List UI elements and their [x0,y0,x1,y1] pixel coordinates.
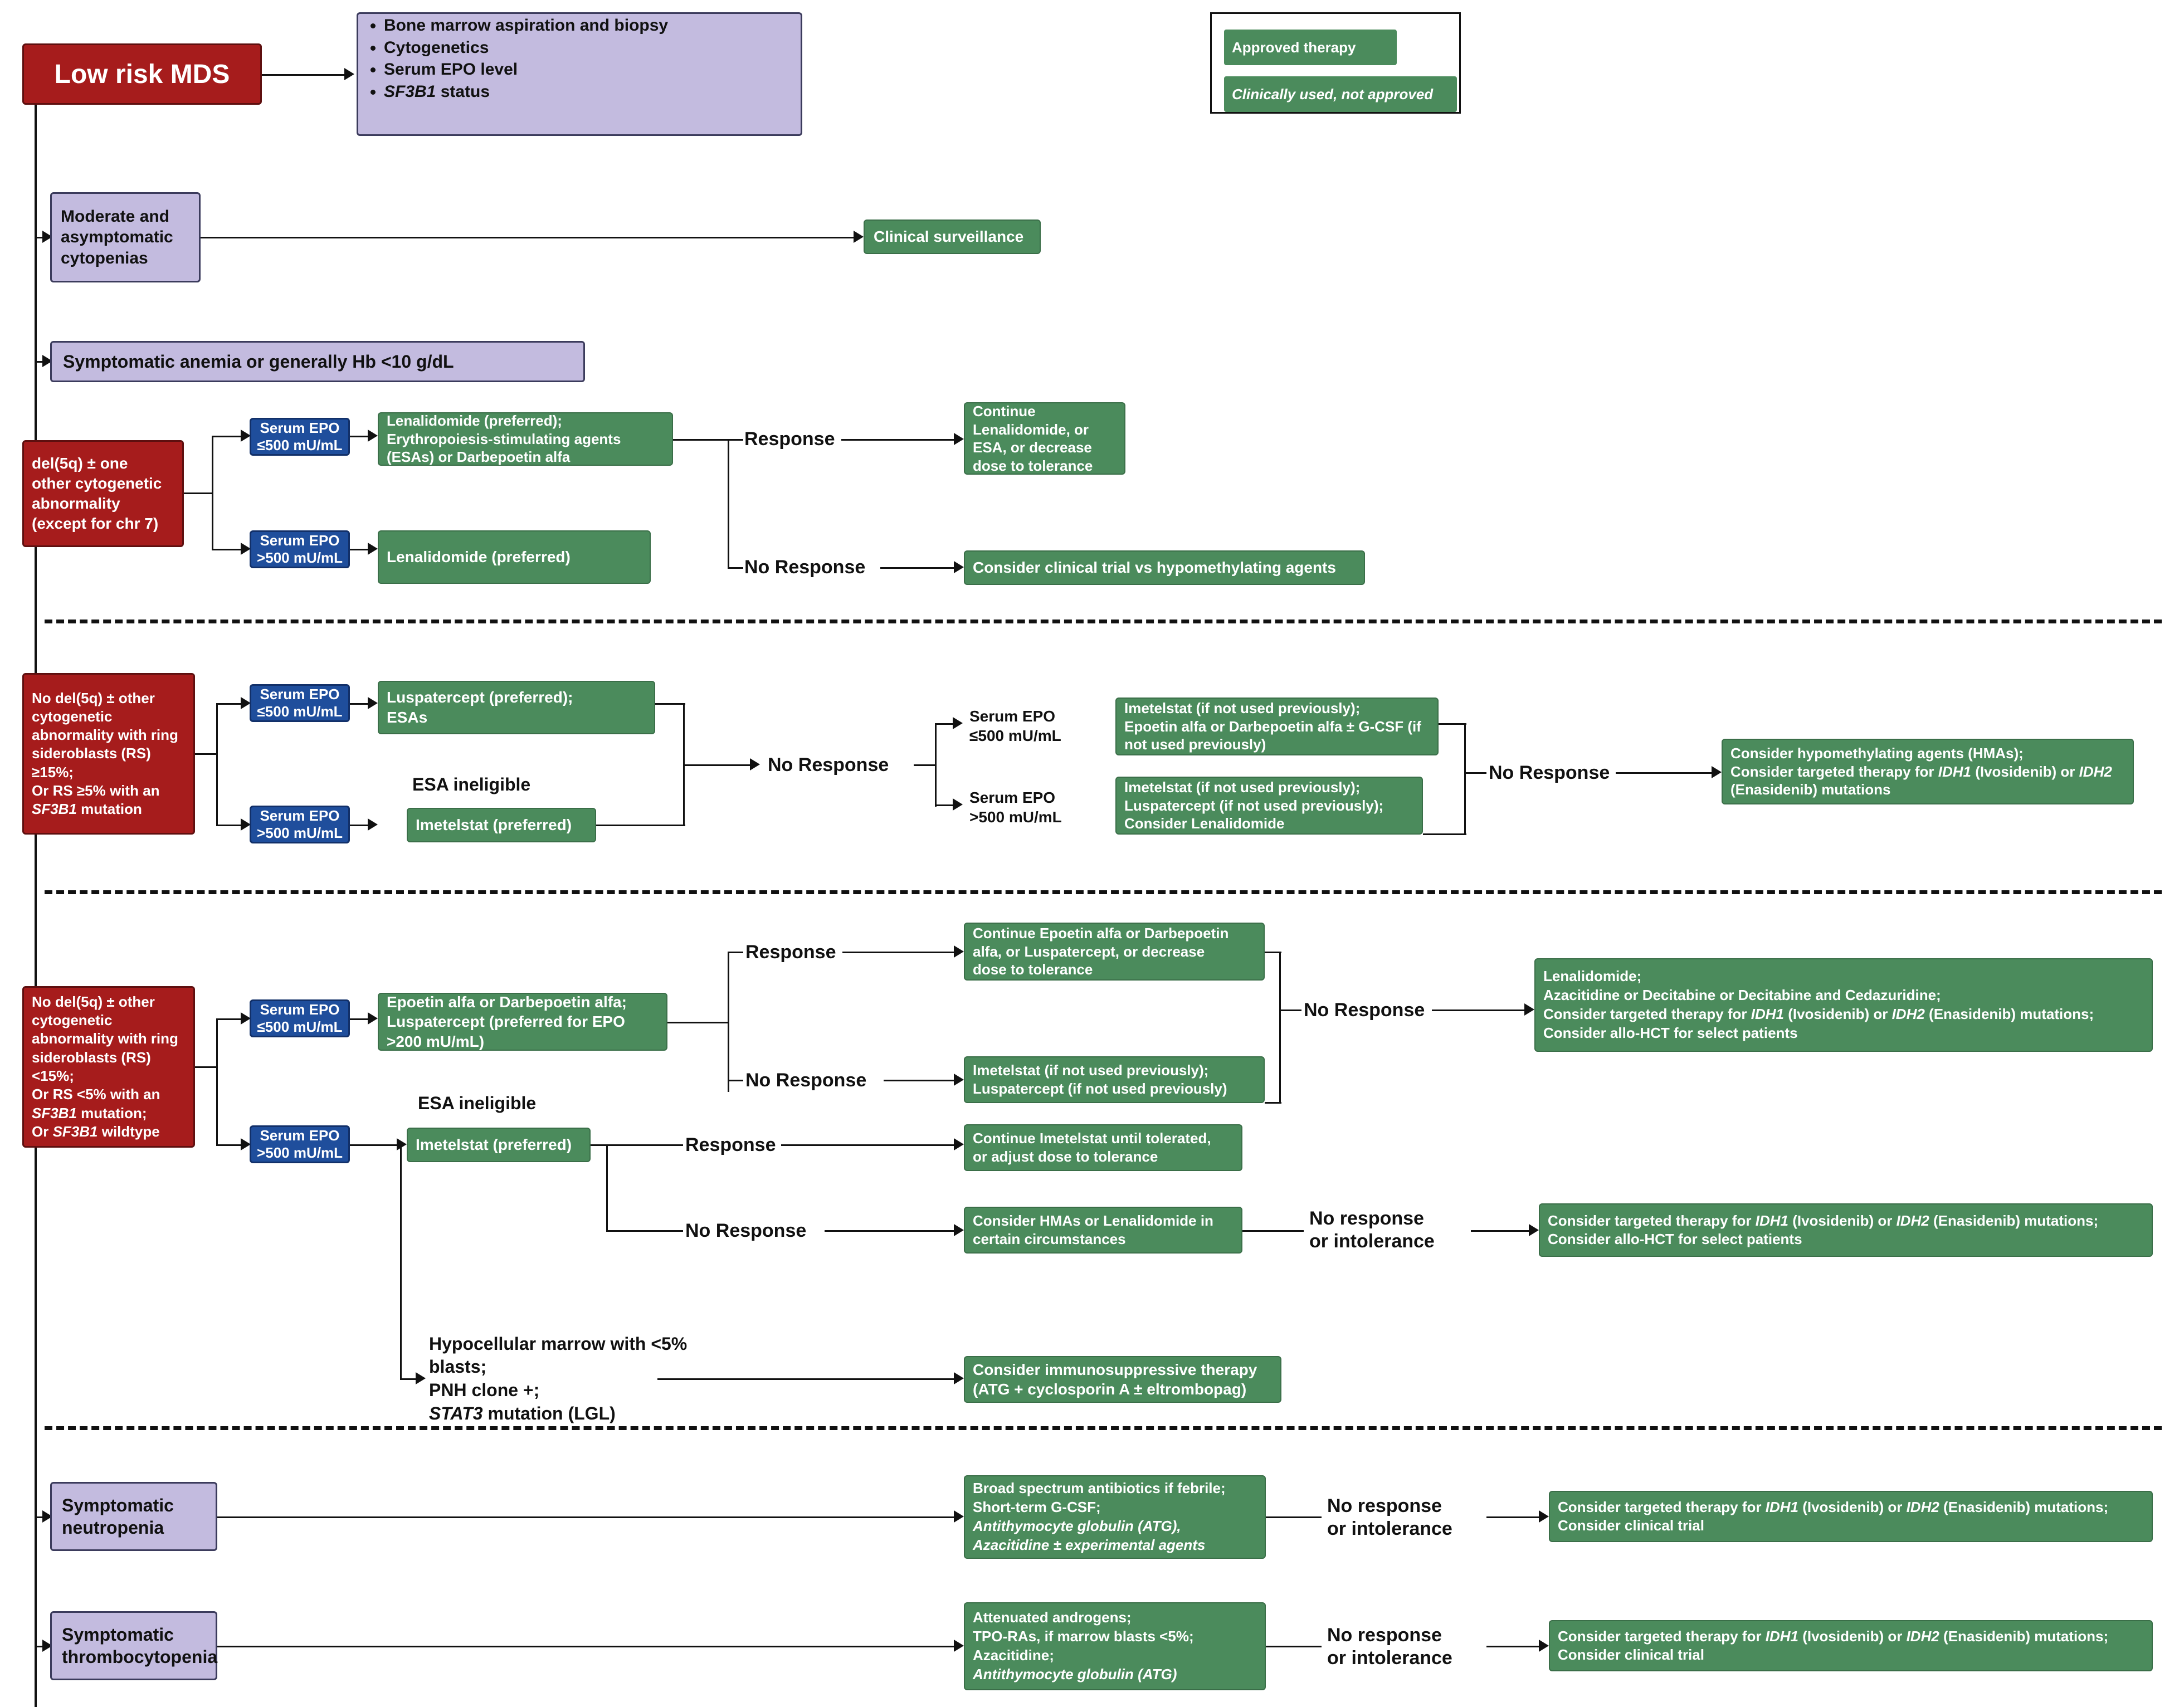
node-rslt15-nores-out-2 [964,1207,1242,1254]
node-thrombocytopenia [50,1611,217,1680]
label-hypocellular [429,1326,691,1432]
arrowhead-rslt15-response1-out [954,945,964,958]
node-row1-noresponse-out-label: Consider clinical trial vs hypomethylating agents [973,559,1336,576]
node-rslt15-epo-high [250,1125,350,1163]
label-rslt15-no-resp-intol-text: No response or intolerance [1309,1207,1435,1252]
label-neutropenia-no-resp-text: No response or intolerance [1327,1495,1452,1539]
label-row1-no-response-text: No Response [744,556,866,578]
arrowhead-rs15-epo-high-2 [953,798,963,811]
label-rslt15-esa-ineligible [418,1091,641,1115]
divider-2 [45,890,2162,894]
edge-rslt15-noresponse1-out [884,1080,958,1081]
bracket2-rs15-top [1439,723,1466,725]
node-neutropenia-final [1549,1491,2153,1542]
node-rslt15-tx-low [378,993,667,1051]
edge-imetelstat-fork [606,1144,608,1231]
node-rslt15-resp-out-2 [964,1124,1242,1171]
workup-list-item: • Serum EPO level [384,60,801,80]
label-rs15-esa-ineligible-text: ESA ineligible [412,774,531,794]
edge-neutropenia-to-final [1486,1516,1544,1518]
edge-row1-response-to-out [841,439,958,441]
arrowhead-start-to-workup [344,68,354,80]
node-thrombocytopenia-final-label: Consider targeted therapy for IDH1 (Ivosidenib) or IDH2 (Enasidenib) mutations; Consider clinical trial [1558,1627,2109,1663]
bracket-rslt15-top [1265,952,1281,953]
node-rs15-epo-low-label: Serum EPO ≤500 mU/mL [257,685,343,720]
label-rslt15-no-response-right-text: No Response [1304,999,1425,1021]
legend-not-approved-label: Clinically used, not approved [1232,85,1434,103]
node-rs15-tx2-low-label: Imetelstat (if not used previously); Epoetin alfa or Darbepoetin alfa ± G-CSF (if not used previously) [1124,699,1421,753]
node-rslt15-final-right [1534,958,2153,1052]
node-del5q-tx-high [378,530,651,584]
node-rs15-tx-high-label: Imetelstat (preferred) [416,816,572,833]
bracket-rs15-bottom [596,825,685,826]
node-row1-response-out-label: Continue Lenalidomide, or ESA, or decrease dose to tolerance [973,403,1093,474]
edge-rslt15-response1-out [842,952,958,953]
node-rslt15-resp-out-1 [964,923,1265,981]
arrowhead-rs15-final [1712,766,1722,778]
node-rs15-tx2-high-label: Imetelstat (if not used previously); Luspatercept (if not used previously); Consider Lenalidomide [1124,778,1384,832]
label-neutropenia-no-resp [1327,1492,1500,1543]
bracket2-rs15-right [1464,723,1466,835]
node-rs15-tx-high [407,808,596,842]
node-rs15 [22,673,195,835]
edge-response2-out [781,1144,958,1146]
legend-approved-label: Approved therapy [1232,38,1356,56]
label-rslt15-no-response-1-text: No Response [745,1069,867,1091]
edge-moderate-to-surveillance [201,237,858,238]
edge-imetelstat-vertical [400,1144,402,1378]
node-thrombocytopenia-tx-label: Attenuated androgens; TPO-RAs, if marrow blasts <5%; Azacitidine; Antithymocyte globulin (ATG) [973,1609,1194,1682]
arrowhead-rslt15-epo-high-tx [397,1138,407,1150]
node-del5q-tx-low-label: Lenalidomide (preferred); Erythropoiesis-stimulating agents (ESAs) or Darbepoetin alfa [387,412,621,466]
edge-del5q-to-epo-high [212,549,245,550]
node-clinical-surveillance-label: Clinical surveillance [874,228,1024,245]
node-rslt15-nores-out-1-label: Imetelstat (if not used previously); Luspatercept (if not used previously) [973,1062,1227,1097]
legend-box [1210,12,1461,114]
node-rs15-tx-low-label: Luspatercept (preferred); ESAs [387,689,573,726]
node-rslt15-epo-low [250,999,350,1037]
label-row1-response-text: Response [744,428,835,450]
node-rs15-epo-high [250,806,350,843]
arrowhead-response2-out [954,1138,964,1150]
node-immunosuppressive-label: Consider immunosuppressive therapy (ATG + cyclosporin A ± eltrombopag) [973,1360,1257,1398]
node-clinical-surveillance [864,220,1041,254]
edge-rslt15-to-noresponse [728,1080,743,1081]
edge-row1-to-response [728,439,743,441]
node-rslt15-final-bottom [1539,1203,2153,1257]
bracket2-rs15-bottom [1423,833,1466,835]
edge-nores-out2-to-intolerance [1242,1230,1304,1232]
label-rs15-esa-ineligible [412,772,635,797]
legend-approved-chip [1224,30,1397,65]
node-rslt15-final-bottom-label: Consider targeted therapy for IDH1 (Ivosidenib) or IDH2 (Enasidenib) mutations; Consider allo-HCT for select patients [1548,1212,2099,1247]
node-immunosuppressive [964,1356,1281,1403]
label-rslt15-response-1-text: Response [745,941,836,963]
node-moderate-cytopenias [50,192,201,282]
arrowhead-row1-response-out [954,433,964,445]
edge-rslt15-fork [216,1018,218,1145]
node-del5q-epo-low-label: Serum EPO ≤500 mU/mL [257,419,343,453]
label-rs15-no-response-1-text: No Response [768,754,889,776]
node-del5q-epo-high [250,530,350,568]
workup-list-item: • Cytogenetics [384,38,801,58]
legend-not-approved-chip [1224,76,1457,112]
arrowhead-epo-low-tx1 [368,430,378,442]
edge-start-to-workup [262,74,345,76]
arrowhead-rslt15-noresponse1-out [954,1074,964,1086]
workup-list-item: • SF3B1 status [384,82,801,103]
edge-row1-to-noresponse [728,567,743,569]
node-del5q [22,440,184,547]
node-rslt15-final-right-label: Lenalidomide; Azacitidine or Decitabine or Decitabine and Cedazuridine; Consider targeted therapy for IDH1 (Ivosidenib) or IDH2 (Enasidenib) mutations; Consider allo-HCT for select patients [1543,968,2094,1041]
node-row1-response-out [964,402,1125,475]
node-rs15-final-label: Consider hypomethylating agents (HMAs); Consider targeted therapy for IDH1 (Ivosidenib) or IDH2 (Enasidenib) mutations [1730,744,2112,798]
edge-thrombocytopenia-to-final [1486,1646,1544,1647]
edge-rs15-second-fork [935,723,937,807]
node-low-risk-mds-label: Low risk MDS [54,59,230,89]
arrowhead-rslt15-final-right [1524,1003,1534,1016]
edge-rs15-fork [216,703,218,826]
spine-vertical [35,105,37,1707]
node-rslt15-resp-out-1-label: Continue Epoetin alfa or Darbepoetin alfa, or Luspatercept, or decrease dose to tolerance [973,924,1229,978]
arrowhead-hypocellular [416,1372,426,1384]
edge-imetelstat-out [591,1144,607,1146]
arrowhead-epo-high-tx2 [368,543,378,555]
label-thrombocytopenia-no-resp-text: No response or intolerance [1327,1624,1452,1669]
edge-rslt15-tx-low-out [667,1022,729,1023]
node-rs15-label: No del(5q) ± other cytogenetic abnormality with ring sideroblasts (RS) ≥15%; Or RS ≥5% with an SF3B1 mutation [32,689,178,818]
label-rs15-epo-low-2 [969,706,1103,745]
edge-imetelstat-to-response [606,1144,683,1146]
edge-thrombocytopenia-tx-to-intolerance [1266,1646,1322,1647]
node-symptomatic-anemia-label: Symptomatic anemia or generally Hb <10 g/dL [63,351,454,372]
node-rs15-epo-high-label: Serum EPO >500 mU/mL [257,807,343,841]
divider-3 [45,1426,2162,1430]
arrowhead-rs15-epo-low-tx [368,697,378,709]
node-workup [357,12,802,136]
node-del5q-epo-low [250,418,350,456]
edge-rslt15-resp-fork [728,952,729,1092]
arrowhead-rs15-epo-high-tx [368,818,378,831]
node-rs15-epo-low [250,684,350,722]
node-rslt15-nores-out-2-label: Consider HMAs or Lenalidomide in certain circumstances [973,1212,1213,1247]
edge-neutropenia-tx-to-intolerance [1266,1516,1322,1518]
arrowhead-noresponse2-out [954,1224,964,1236]
node-rslt15-resp-out-2-label: Continue Imetelstat until tolerated, or adjust dose to tolerance [973,1130,1211,1165]
label-rslt15-esa-ineligible-text: ESA ineligible [418,1093,537,1113]
node-rslt15-tx-low-label: Epoetin alfa or Darbepoetin alfa; Luspatercept (preferred for EPO >200 mU/mL) [387,993,627,1050]
edge-rs15-out [195,753,217,755]
edge-tx-low-out [673,439,729,441]
arrowhead-neutropenia-final [1539,1510,1549,1523]
arrowhead-thrombocytopenia-tx [954,1640,964,1652]
node-rs-lt15 [22,986,195,1148]
arrowhead-thrombocytopenia-final [1539,1640,1549,1652]
divider-1 [45,620,2162,623]
node-rslt15-nores-out-1 [964,1056,1265,1103]
label-rs15-epo-high-2-text: Serum EPO >500 mU/mL [969,789,1062,826]
label-hypocellular-text: Hypocellular marrow with <5% blasts; PNH clone +; STAT3 mutation (LGL) [429,1333,688,1423]
arrowhead-row1-noresponse-out [954,561,964,573]
node-rs15-tx2-low [1115,698,1439,755]
bracket-rslt15-bottom [1265,1102,1281,1104]
edge-rs15-nores-out [914,764,936,766]
node-thrombocytopenia-label: Symptomatic thrombocytopenia [62,1624,218,1667]
edge-rs15-bracket2-out [1464,772,1486,774]
node-thrombocytopenia-final [1549,1620,2153,1671]
edge-rs15-noresponse2-to-final [1616,772,1716,774]
node-rslt15-tx-high-label: Imetelstat (preferred) [416,1136,572,1153]
node-del5q-epo-high-label: Serum EPO >500 mU/mL [257,531,343,566]
node-del5q-tx-high-label: Lenalidomide (preferred) [387,548,571,565]
node-moderate-cytopenias-label: Moderate and asymptomatic cytopenias [61,207,173,267]
edge-row1-noresponse-to-out [880,567,958,569]
edge-row1-response-fork [728,439,729,568]
edge-noresponse2-out [825,1230,958,1232]
edge-del5q-out [184,492,212,494]
edge-rslt15-to-response [728,952,743,953]
node-low-risk-mds [22,43,262,105]
label-thrombocytopenia-no-resp [1327,1621,1500,1672]
label-rslt15-no-response-2-text: No Response [685,1220,807,1241]
node-rs-lt15-label: No del(5q) ± other cytogenetic abnormality with ring sideroblasts (RS) <15%; Or RS <5% with an SF3B1 mutation; Or SF3B1 wildtype [32,993,178,1140]
arrowhead-rs15-noresponse [750,758,760,770]
bracket-rslt15-right [1279,952,1281,1103]
arrowhead-neutropenia-tx [954,1510,964,1523]
edge-rslt15-out [195,1066,217,1068]
arrowhead-ist [954,1372,964,1384]
edge-rslt15-epo-high-to-tx [350,1144,400,1146]
workup-list-item: • Bone marrow aspiration and biopsy [384,16,801,36]
edge-intolerance-to-final-bottom [1471,1230,1534,1232]
edge-del5q-to-epo-low [212,436,245,437]
label-rs15-no-response-1 [768,752,935,778]
node-neutropenia-final-label: Consider targeted therapy for IDH1 (Ivosidenib) or IDH2 (Enasidenib) mutations; Consider clinical trial [1558,1498,2109,1534]
edge-rs15-bracket-to-noresponse [683,764,754,766]
edge-imetelstat-to-noresponse [606,1230,683,1232]
edge-rslt15-to-final-right [1432,1009,1529,1011]
label-rs15-epo-low-2-text: Serum EPO ≤500 mU/mL [969,708,1061,744]
workup-list [358,16,801,102]
arrowhead-rs15-epo-low-2 [953,717,963,729]
label-rslt15-response-2-text: Response [685,1134,776,1155]
arrowhead-moderate-to-surveillance [854,231,864,243]
node-neutropenia [50,1482,217,1551]
arrowhead-rslt15-epo-low-tx [368,1012,378,1025]
arrowhead-final-bottom [1529,1224,1539,1236]
bracket-rs15-top [655,703,685,705]
label-rslt15-no-resp-intol [1309,1204,1482,1256]
node-rs15-final [1722,739,2134,804]
label-rs15-epo-high-2 [969,788,1103,827]
node-del5q-tx-low [378,412,673,466]
node-rs15-tx2-high [1115,777,1423,835]
node-neutropenia-tx [964,1475,1266,1559]
node-neutropenia-tx-label: Broad spectrum antibiotics if febrile; Short-term G-CSF; Antithymocyte globulin (ATG), Azacitidine ± experimental agents [973,1480,1226,1553]
node-row1-noresponse-out [964,550,1365,585]
node-rslt15-tx-high [407,1128,591,1162]
edge-del5q-fork [212,436,213,550]
node-rslt15-epo-low-label: Serum EPO ≤500 mU/mL [257,1001,343,1035]
node-rslt15-epo-high-label: Serum EPO >500 mU/mL [257,1126,343,1161]
edge-hypocellular-to-ist [657,1378,958,1380]
edge-rslt15-bracket-out [1279,1009,1301,1011]
edge-thrombocytopenia-to-tx [217,1646,958,1647]
node-thrombocytopenia-tx [964,1602,1266,1690]
label-rs15-no-response-2-text: No Response [1489,762,1610,783]
edge-neutropenia-to-tx [217,1516,958,1518]
node-neutropenia-label: Symptomatic neutropenia [62,1495,174,1538]
node-symptomatic-anemia [50,341,585,382]
node-del5q-label: del(5q) ± one other cytogenetic abnormality (except for chr 7) [32,455,162,532]
node-rs15-tx-low [378,681,655,734]
